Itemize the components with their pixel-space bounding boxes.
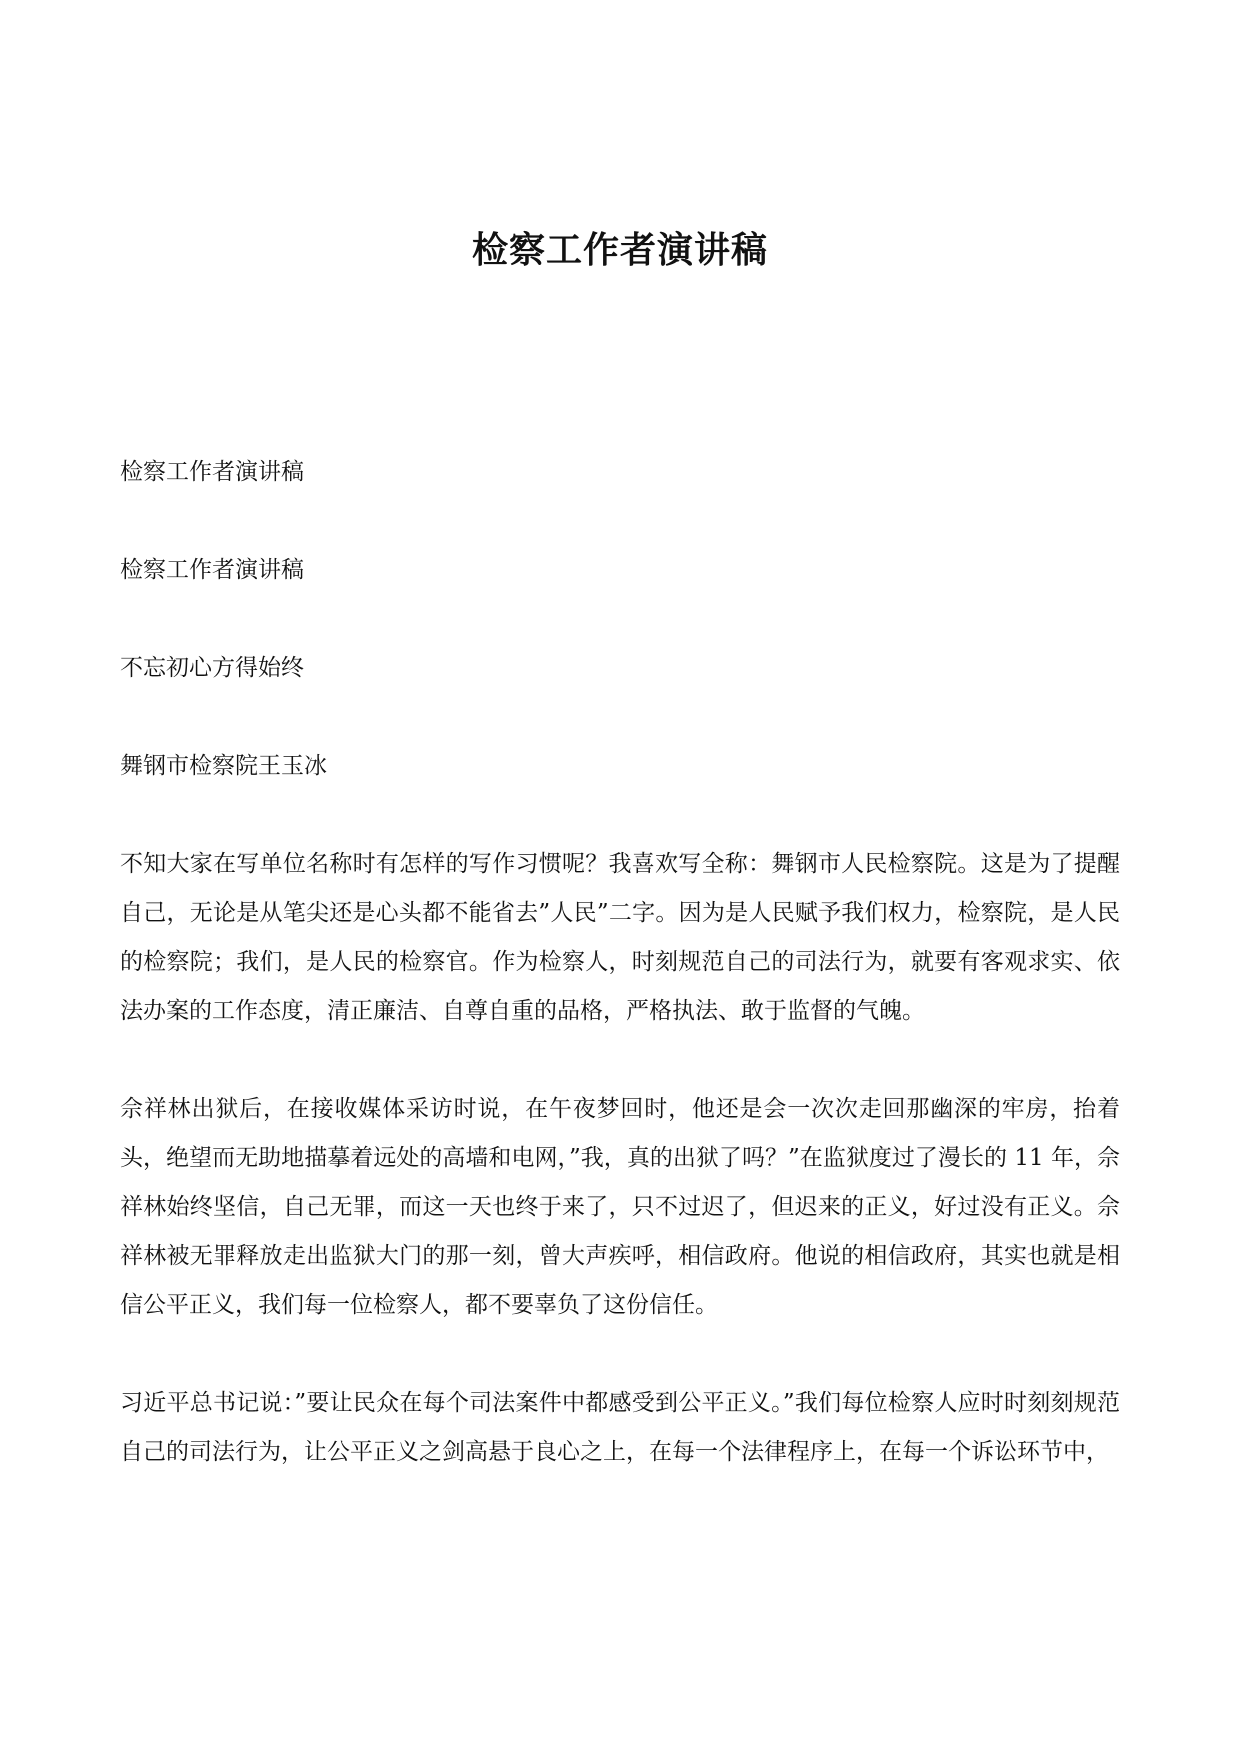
body-paragraph: 不知大家在写单位名称时有怎样的写作习惯呢？我喜欢写全称：舞钢市人民检察院。这是为了提醒自己，无论是从笔尖还是心头都不能省去”人民”二字。因为是人民赋予我们权力，检察院，是人民的检察院；我们，是人民的检察官。作为检察人，时刻规范自己的司法行为，就要有客观求实、依法办案的工作态度，清正廉洁、自尊自重的品格，严格执法、敢于监督的气魄。 (120, 851, 1120, 1024)
document-body (120, 448, 1120, 1477)
author-line: 舞钢市检察院王玉冰 (120, 753, 327, 779)
subtitle-line: 检察工作者演讲稿 (120, 459, 304, 485)
subtitle-line: 检察工作者演讲稿 (120, 557, 304, 583)
speech-title-line: 不忘初心方得始终 (120, 655, 304, 681)
body-paragraph: 佘祥林出狱后，在接收媒体采访时说，在午夜梦回时，他还是会一次次走回那幽深的牢房，抬着头，绝望而无助地描摹着远处的高墙和电网，”我，真的出狱了吗？”在监狱度过了漫长的 11 年，佘祥林始终坚信，自己无罪，而这一天也终于来了，只不过迟了，但迟来的正义，好过没有正义。佘祥林被无罪释放走出监狱大门的那一刻，曾大声疾呼，相信政府。他说的相信政府，其实也就是相信公平正义，我们每一位检察人，都不要辜负了这份信任。 (120, 1096, 1120, 1318)
body-paragraph: 习近平总书记说：”要让民众在每个司法案件中都感受到公平正义。”我们每位检察人应时时刻刻规范自己的司法行为，让公平正义之剑高悬于良心之上，在每一个法律程序上，在每一个诉讼环节中， (120, 1390, 1120, 1465)
document-title: 检察工作者演讲稿 (471, 229, 768, 271)
